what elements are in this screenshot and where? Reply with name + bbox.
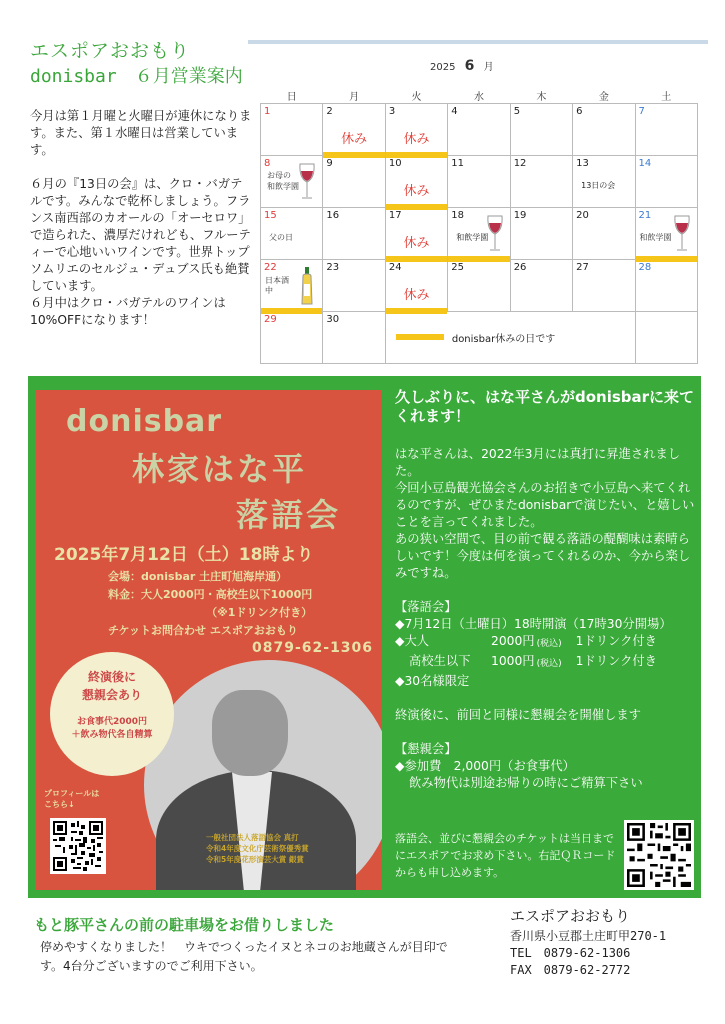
- calendar-day: 12: [510, 156, 572, 208]
- closed-bar: [448, 256, 509, 262]
- weekday-wed: 水: [473, 92, 484, 103]
- legend-swatch: [396, 334, 444, 340]
- event-label: 和飲学園: [639, 233, 672, 242]
- calendar-empty: [635, 312, 697, 364]
- ticket-qr-code[interactable]: [624, 820, 694, 890]
- wine-glass-icon: [486, 214, 504, 254]
- header-divider: [248, 40, 708, 44]
- calendar-day: 15 父の日: [261, 208, 323, 260]
- event-body-1: はな平さんは、2022年3月には真打に昇進されました。: [395, 447, 681, 478]
- calendar-day: 4: [448, 104, 510, 156]
- event-label: 日本酒 中: [265, 276, 289, 295]
- event-label: お母の 和飲学園: [267, 171, 299, 191]
- poster-date: 2025年7月12日（土）18時より: [54, 545, 314, 565]
- calendar-week: [261, 104, 698, 156]
- poster-performer: 林家はな平: [132, 450, 308, 488]
- event-heading: 久しぶりに、はな平さんがdonisbarに来てくれます！: [395, 388, 695, 425]
- poster-event: 落語会: [236, 496, 342, 534]
- calendar-day: 30: [323, 312, 385, 364]
- calendar-day: 28: [635, 260, 697, 312]
- event-body-2: 今回小豆島観光協会さんのお招きで小豆島へ来てくれるのですが、ぜひまたdonisbarで演じたい、と嬉しいことを言ってくれました。: [395, 481, 695, 529]
- performer-head: [212, 690, 288, 776]
- closed-label: 休み: [403, 236, 430, 251]
- calendar-day: 1: [261, 104, 323, 156]
- closed-label: 休み: [403, 288, 430, 303]
- calendar-day: 29: [261, 312, 323, 364]
- calendar-day: 24 休み: [385, 260, 447, 312]
- capacity-limit: ◆30名様限定: [395, 674, 470, 688]
- calendar-day: 6: [573, 104, 635, 156]
- calendar-month: 6: [464, 58, 475, 74]
- weekday-sat: 土: [661, 92, 672, 103]
- calendar-day: 18 和飲学園: [448, 208, 510, 260]
- parking-heading: もと豚平さんの前の駐車場をお借りしました: [34, 916, 335, 934]
- poster-info: [108, 568, 312, 640]
- intro-para-2: ６月の『13日の会』は、クロ・バガテルです。みんなで乾杯しましょう。フランス南西部のカオールの「オーセロワ」で造られた、濃厚だけれども、フルーティーで心地いいワインです。世界トップソムリエのセルジュ・デュブス氏も絶賛しています。: [30, 177, 251, 293]
- calendar-day: 3 休み: [385, 104, 447, 156]
- weekday-mon: 月: [349, 92, 360, 103]
- calendar-week: [261, 260, 698, 312]
- poster-ticket: チケットお問合わせ エスポアおおもり: [108, 624, 298, 637]
- calendar-day: 2 休み: [323, 104, 385, 156]
- poster-fee-note: （※1ドリンク付き）: [206, 606, 313, 619]
- closed-bar: [323, 152, 384, 158]
- poster-venue: 会場：donisbar 土庄町旭海岸通）: [108, 570, 288, 583]
- intro-text: [30, 108, 252, 346]
- qr-icon: [627, 823, 691, 887]
- closed-label: 休み: [341, 132, 368, 147]
- profile-qr-code[interactable]: [50, 818, 106, 874]
- page-subtitle: donisbar ６月営業案内: [30, 66, 243, 87]
- rakugo-time: ◆7月12日（土曜日）18時開演（17時30分開場）: [395, 617, 672, 631]
- parking-text: 停めやすくなりました！ ウキでつくったイヌとネコのお地蔵さんが目印です。4台分ございますのでご利用下さい。: [40, 940, 448, 973]
- calendar-day: 17 休み: [385, 208, 447, 260]
- closed-label: 休み: [403, 132, 430, 147]
- calendar-day: 14: [635, 156, 697, 208]
- calendar-week: [261, 208, 698, 260]
- qr-icon: [53, 821, 103, 871]
- shop-fax: FAX 0879-62-2772: [510, 963, 631, 977]
- closed-bar: [386, 152, 447, 158]
- shop-address: [510, 908, 666, 979]
- party-fee: ◆参加費 2,000円（お食事代）: [395, 759, 575, 773]
- shop-street: 香川県小豆郡土庄町甲270-1: [510, 929, 667, 943]
- shop-tel: TEL 0879-62-1306: [510, 946, 631, 960]
- intro-para-3: ６月中はクロ・バガテルのワインは10%OFFになります！: [30, 296, 226, 327]
- calendar-day: 22 日本酒 中: [261, 260, 323, 312]
- calendar-day: 5: [510, 104, 572, 156]
- closed-bar: [386, 204, 447, 210]
- intro-para-1: 今月は第１月曜と火曜日が連休になります。また、第１水曜日は営業しています。: [30, 109, 252, 157]
- calendar-day: 16: [323, 208, 385, 260]
- rakugo-heading: 【落語会】: [395, 600, 457, 614]
- calendar-day: 8 お母の 和飲学園: [261, 156, 323, 208]
- calendar-day: 21 和飲学園: [635, 208, 697, 260]
- calendar-heading: [430, 58, 494, 74]
- calendar-month-suffix: 月: [483, 62, 494, 73]
- wine-glass-icon: [298, 162, 316, 202]
- closed-bar: [386, 256, 447, 262]
- calendar-weekdays: [261, 88, 698, 104]
- profile-label: プロフィールは こちら↓: [44, 789, 100, 809]
- price-student: 高校生以下 1000円 (税込) 1ドリンク付き: [409, 654, 657, 669]
- event-label: 父の日: [269, 233, 293, 242]
- party-badge-title: 終演後に 懇親会あり: [81, 670, 142, 702]
- rakugo-poster: [36, 390, 382, 890]
- closed-label: 休み: [403, 184, 430, 199]
- page-title: エスポアおおもり: [30, 40, 191, 62]
- calendar-legend: [385, 312, 635, 364]
- calendar-year: 2025: [430, 62, 456, 73]
- event-description: [395, 446, 695, 792]
- sake-bottle-icon: [298, 266, 316, 306]
- party-badge-fee: お食事代2000円 ＋飲み物代各自精算: [71, 717, 153, 740]
- calendar-day: 13 13日の会: [573, 156, 635, 208]
- calendar-day: 27: [573, 260, 635, 312]
- closed-bar: [386, 308, 447, 314]
- legend-text: donisbar休みの日です: [451, 334, 556, 345]
- wine-glass-icon: [673, 214, 691, 254]
- party-heading: 【懇親会】: [395, 742, 457, 756]
- event-body-3: あの狭い空間で、目の前で観る落語の醍醐味は素晴らしいです！今度は何を演ってくれるのか、今から楽しみですね。: [395, 532, 691, 580]
- calendar-day: 7: [635, 104, 697, 156]
- weekday-thu: 木: [536, 92, 547, 103]
- calendar-week: [261, 156, 698, 208]
- party-drink-note: 飲み物代は別途お帰りの時にご精算下さい: [409, 776, 643, 790]
- calendar-day: 23: [323, 260, 385, 312]
- calendar-day: 20: [573, 208, 635, 260]
- calendar-week: [261, 312, 698, 364]
- calendar-day: 9: [323, 156, 385, 208]
- calendar-day: 10 休み: [385, 156, 447, 208]
- shop-name: エスポアおおもり: [510, 907, 631, 925]
- weekday-fri: 金: [598, 92, 609, 103]
- after-party-note: 終演後に、前回と同様に懇親会を開催します: [395, 708, 641, 722]
- performer-caption: 一般社団法人落語協会 真打 令和4年度文化庁芸術祭優秀賞 令和5年度花形演芸大賞 銀賞: [206, 833, 309, 864]
- calendar-day: 26: [510, 260, 572, 312]
- poster-venue-title: donisbar: [66, 404, 223, 439]
- calendar-day: 11: [448, 156, 510, 208]
- weekday-tue: 火: [411, 92, 422, 103]
- event-label: 和飲学園: [456, 233, 489, 242]
- closed-bar: [261, 308, 322, 314]
- weekday-sun: 日: [286, 92, 297, 103]
- event-label: 13日の会: [581, 181, 616, 190]
- price-adult: ◆大人 2000円 (税込) 1ドリンク付き: [395, 634, 657, 649]
- calendar: [260, 88, 698, 364]
- ticket-note: 落語会、並びに懇親会のチケットは当日までにエスポアでお求め下さい。右記ＱＲコードからも申し込めます。: [395, 832, 616, 879]
- calendar-day: 25: [448, 260, 510, 312]
- poster-phone: 0879-62-1306: [252, 640, 374, 656]
- closed-bar: [636, 256, 697, 262]
- calendar-day: 19: [510, 208, 572, 260]
- poster-fee: 料金：大人2000円・高校生以下1000円: [108, 588, 313, 601]
